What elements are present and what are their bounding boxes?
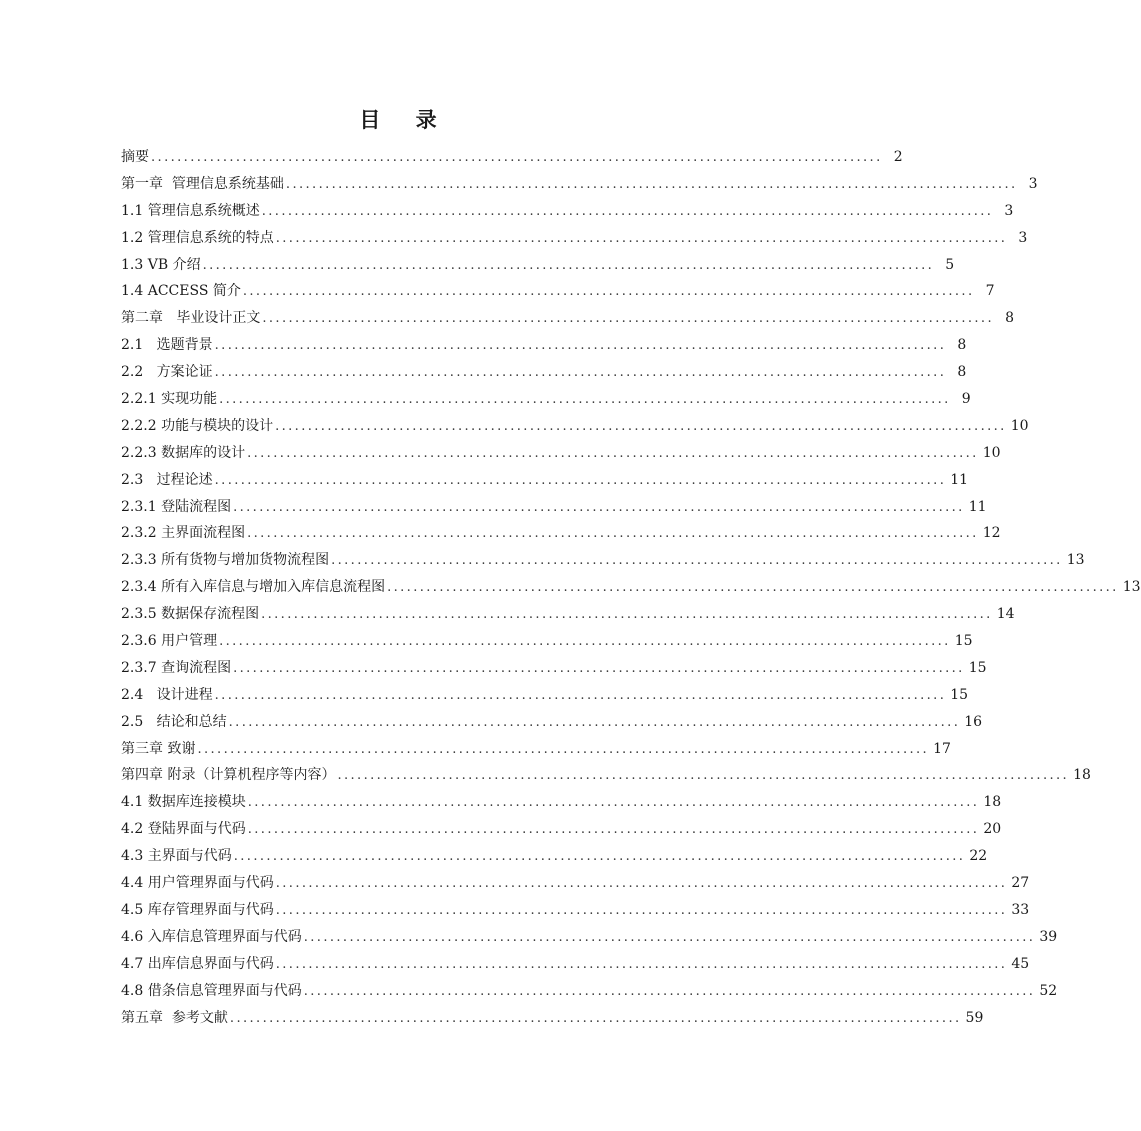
toc-dot-leader: ................................................................................................................ — [275, 876, 1008, 892]
toc-dot-leader: ................................................................................................................ — [261, 203, 994, 219]
toc-dot-leader: ................................................................................................................ — [202, 257, 935, 273]
toc-page-number: 2 — [893, 149, 903, 165]
toc-dot-leader: ................................................................................................................ — [214, 687, 947, 703]
toc-entry[interactable] — [121, 682, 969, 709]
toc-entry[interactable] — [121, 198, 1014, 225]
toc-page-number: 45 — [1011, 955, 1030, 972]
toc-page-number: 3 — [1028, 175, 1038, 192]
toc-page-number: 20 — [983, 821, 1002, 838]
toc-entry-label: 2.2.2 功能与模块的设计 — [121, 417, 274, 434]
toc-page-number: 3 — [1018, 229, 1028, 246]
toc-page-number: 10 — [1010, 417, 1029, 434]
toc-dot-leader: ................................................................................................................ — [303, 929, 1036, 945]
toc-page-number: 13 — [1066, 552, 1085, 569]
toc-entry[interactable] — [121, 144, 903, 171]
toc-entry-label: 4.1 数据库连接模块 — [121, 794, 246, 811]
toc-entry-label: 摘要 — [121, 149, 149, 165]
toc-entry-label: 第五章 参考文献 — [121, 1009, 228, 1026]
toc-entry-label: 1.3 VB 介绍 — [121, 256, 201, 273]
toc-page-number: 8 — [957, 337, 967, 354]
toc-entry-label: 第二章 毕业设计正文 — [121, 310, 261, 327]
toc-dot-leader: ................................................................................................................ — [275, 956, 1008, 972]
toc-entry-label: 2.4 设计进程 — [121, 686, 213, 703]
toc-page-number: 15 — [950, 686, 969, 703]
toc-entry-label: 2.2.3 数据库的设计 — [121, 444, 246, 461]
toc-entry[interactable] — [121, 252, 955, 279]
toc-entry-label: 4.2 登陆界面与代码 — [121, 821, 246, 838]
toc-entry[interactable] — [121, 843, 988, 870]
toc-list — [121, 144, 1141, 1031]
toc-dot-leader: ................................................................................................................ — [242, 284, 975, 300]
toc-page-number: 13 — [1122, 579, 1141, 596]
toc-entry-label: 第三章 致谢 — [121, 740, 196, 757]
toc-page-number: 52 — [1039, 982, 1058, 999]
toc-dot-leader: ................................................................................................................ — [275, 418, 1007, 434]
toc-entry[interactable] — [121, 709, 983, 736]
toc-entry-label: 1.2 管理信息系统的特点 — [121, 229, 274, 246]
toc-entry[interactable] — [121, 762, 1091, 789]
toc-entry[interactable] — [121, 467, 969, 494]
toc-dot-leader: ................................................................................................................ — [275, 230, 1008, 246]
toc-dot-leader: ................................................................................................................ — [285, 176, 1018, 192]
toc-entry[interactable] — [121, 736, 951, 763]
toc-page-number: 10 — [982, 444, 1001, 461]
toc-page-number: 11 — [950, 471, 969, 488]
toc-entry-label: 2.1 选题背景 — [121, 337, 213, 354]
toc-entry-label: 1.1 管理信息系统概述 — [121, 202, 260, 219]
toc-page-number: 15 — [954, 633, 973, 650]
toc-entry-label: 2.2.1 实现功能 — [121, 391, 218, 408]
toc-entry[interactable] — [121, 305, 1014, 332]
toc-entry[interactable] — [121, 655, 987, 682]
toc-entry-label: 4.6 入库信息管理界面与代码 — [121, 928, 302, 945]
toc-entry-label: 2.3.7 查询流程图 — [121, 659, 232, 676]
toc-page-number: 16 — [964, 713, 983, 730]
toc-entry-label: 4.5 库存管理界面与代码 — [121, 901, 274, 918]
toc-entry[interactable] — [121, 547, 1085, 574]
toc-entry-label: 2.3.6 用户管理 — [121, 633, 218, 650]
toc-page-number: 14 — [996, 606, 1015, 623]
toc-entry[interactable] — [121, 494, 987, 521]
toc-dot-leader: ................................................................................................................ — [228, 714, 961, 730]
toc-entry[interactable] — [121, 332, 967, 359]
toc-entry-label: 1.4 ACCESS 简介 — [121, 283, 241, 300]
toc-page-number: 9 — [961, 391, 971, 408]
toc-page-number: 8 — [957, 364, 967, 381]
toc-dot-leader: ................................................................................................................ — [331, 553, 1063, 569]
toc-entry[interactable] — [121, 386, 971, 413]
toc-entry[interactable] — [121, 278, 995, 305]
toc-dot-leader: ................................................................................................................ — [219, 392, 951, 408]
toc-entry-label: 2.3.5 数据保存流程图 — [121, 606, 260, 623]
toc-entry[interactable] — [121, 870, 1030, 897]
toc-dot-leader: ................................................................................................................ — [214, 338, 947, 354]
toc-dot-leader: ................................................................................................................ — [233, 499, 965, 515]
toc-entry-label: 4.4 用户管理界面与代码 — [121, 875, 274, 892]
toc-dot-leader: ................................................................................................................ — [247, 822, 980, 838]
toc-entry[interactable] — [121, 574, 1141, 601]
toc-entry[interactable] — [121, 924, 1058, 951]
toc-dot-leader: ................................................................................................................ — [219, 634, 951, 650]
toc-entry-label: 第一章 管理信息系统基础 — [121, 175, 284, 192]
toc-dot-leader: ................................................................................................................ — [247, 445, 979, 461]
toc-page-number: 8 — [1005, 310, 1014, 327]
toc-dot-leader: ................................................................................................................ — [261, 607, 993, 623]
toc-page-number: 18 — [1073, 767, 1091, 784]
toc-entry[interactable] — [121, 1005, 984, 1032]
toc-page-number: 3 — [1004, 202, 1014, 219]
toc-page-number: 7 — [985, 283, 995, 300]
toc-dot-leader: ................................................................................................................ — [337, 768, 1070, 784]
toc-title: 目 录 — [359, 108, 451, 132]
toc-entry[interactable] — [121, 897, 1030, 924]
toc-entry[interactable] — [121, 440, 1001, 467]
toc-dot-leader: ................................................................................................................ — [151, 150, 883, 165]
toc-page-number: 18 — [983, 794, 1002, 811]
toc-dot-leader: ................................................................................................................ — [247, 795, 980, 811]
toc-dot-leader: ................................................................................................................ — [275, 902, 1008, 918]
toc-dot-leader: ................................................................................................................ — [233, 849, 966, 865]
toc-entry-label: 4.8 借条信息管理界面与代码 — [121, 982, 302, 999]
toc-dot-leader: ................................................................................................................ — [214, 472, 947, 488]
toc-entry[interactable] — [121, 978, 1058, 1005]
toc-page-number: 12 — [982, 525, 1001, 542]
toc-entry-label: 2.5 结论和总结 — [121, 713, 227, 730]
toc-entry[interactable] — [121, 816, 1002, 843]
toc-entry[interactable] — [121, 520, 1001, 547]
toc-dot-leader: ................................................................................................................ — [229, 1010, 962, 1026]
toc-entry-label: 第四章 附录（计算机程序等内容） — [121, 767, 336, 784]
toc-page-number: 59 — [965, 1009, 984, 1026]
toc-page-number: 27 — [1011, 875, 1030, 892]
toc-entry-label: 2.3 过程论述 — [121, 471, 213, 488]
toc-entry[interactable] — [121, 628, 973, 655]
toc-entry-label: 2.3.1 登陆流程图 — [121, 498, 232, 515]
toc-page-number: 15 — [968, 659, 987, 676]
toc-page-number: 33 — [1011, 901, 1030, 918]
toc-entry[interactable] — [121, 601, 1015, 628]
toc-entry-label: 2.3.2 主界面流程图 — [121, 525, 246, 542]
toc-entry[interactable] — [121, 789, 1002, 816]
toc-dot-leader: ................................................................................................................ — [197, 741, 930, 757]
toc-dot-leader: ................................................................................................................ — [247, 526, 979, 542]
toc-entry-label: 2.3.4 所有入库信息与增加入库信息流程图 — [121, 579, 386, 596]
toc-entry-label: 2.2 方案论证 — [121, 364, 213, 381]
toc-entry-label: 4.7 出库信息界面与代码 — [121, 955, 274, 972]
toc-dot-leader: ................................................................................................................ — [303, 983, 1036, 999]
toc-page-number: 5 — [945, 256, 955, 273]
toc-entry[interactable] — [121, 359, 967, 386]
toc-entry[interactable] — [121, 413, 1029, 440]
toc-page-number: 11 — [968, 498, 987, 515]
toc-dot-leader: ................................................................................................................ — [214, 365, 947, 381]
toc-page-number: 39 — [1039, 928, 1058, 945]
toc-entry-label: 2.3.3 所有货物与增加货物流程图 — [121, 552, 330, 569]
toc-dot-leader: ................................................................................................................ — [387, 580, 1119, 596]
toc-entry[interactable] — [121, 951, 1030, 978]
toc-entry-label: 4.3 主界面与代码 — [121, 848, 232, 865]
toc-page-number: 17 — [933, 740, 951, 757]
toc-entry[interactable] — [121, 171, 1038, 198]
toc-dot-leader: ................................................................................................................ — [233, 660, 965, 676]
toc-entry[interactable] — [121, 225, 1028, 252]
toc-page-number: 22 — [969, 848, 988, 865]
toc-dot-leader: ................................................................................................................ — [262, 311, 994, 327]
